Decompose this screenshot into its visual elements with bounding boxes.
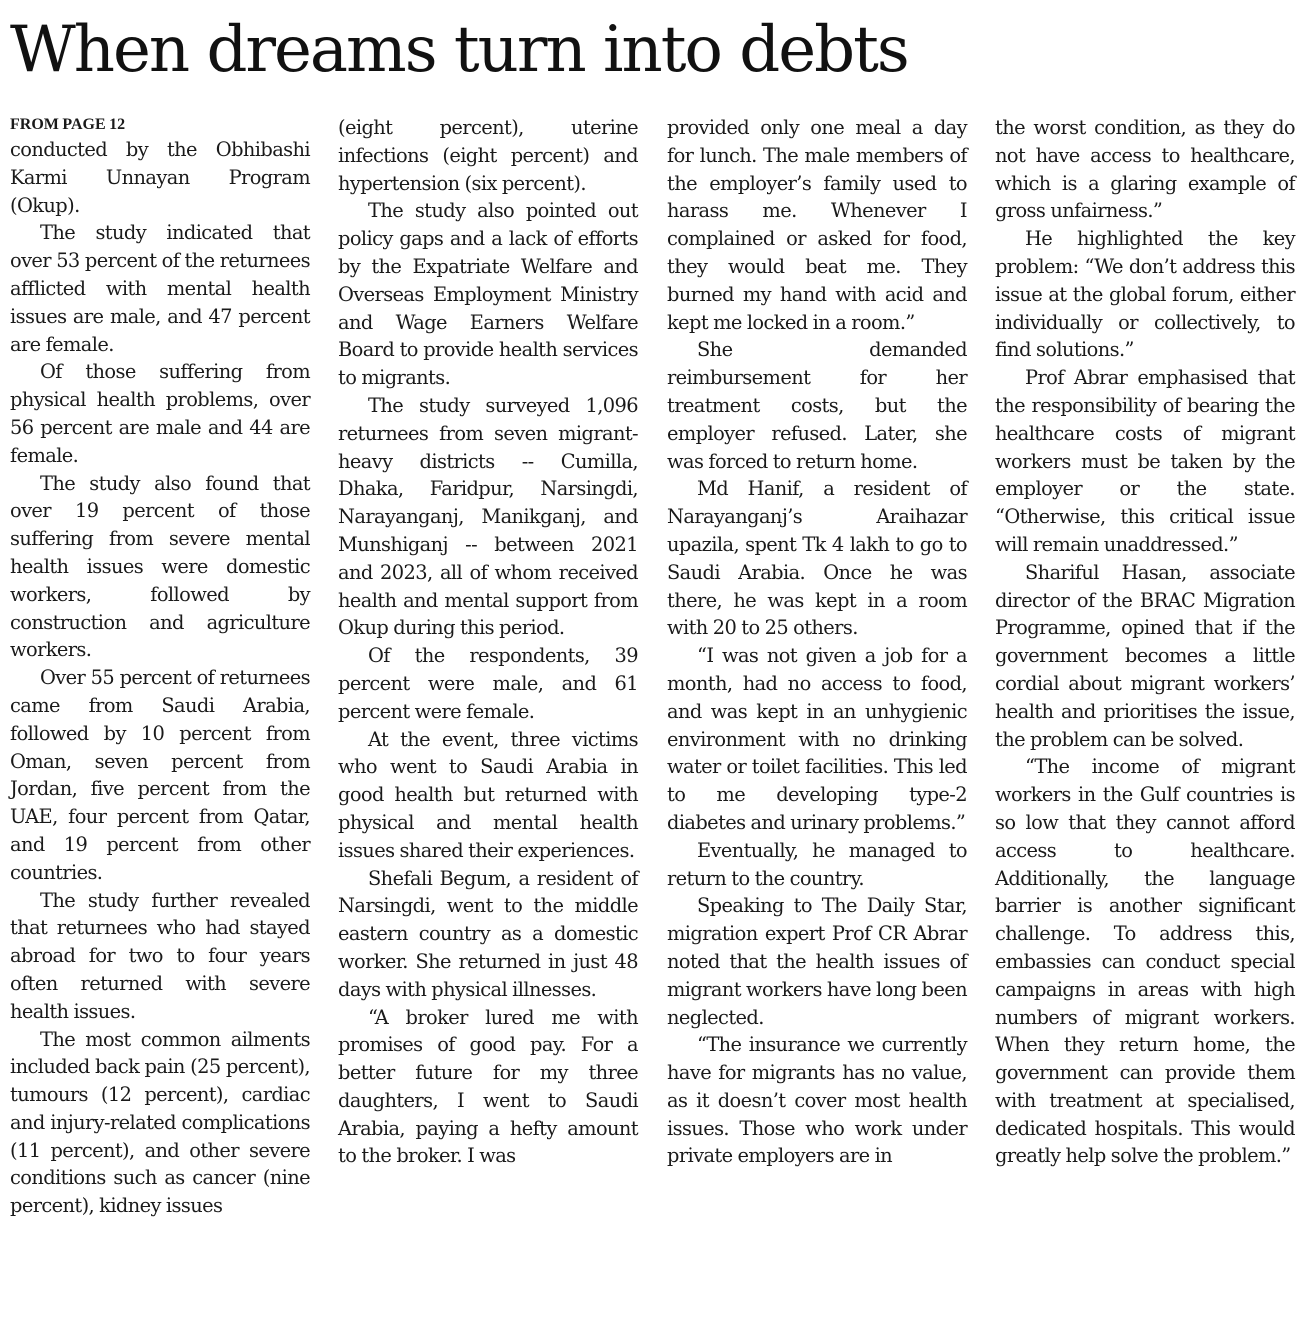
paragraph: Eventually, he managed to return to the country.	[667, 838, 967, 890]
paragraph: The study further revealed that returnees who had stayed abroad for two to four years often returned with severe health issues.	[10, 888, 310, 1023]
paragraph: Speaking to The Daily Star, migration expert Prof CR Abrar noted that the health issues of migrant workers have long been neglected.	[667, 894, 967, 1029]
paragraph: The study surveyed 1,096 returnees from seven migrant-heavy districts -- Cumilla, Dhaka, Faridpur, Narsingdi, Narayanganj, Manikganj, and Munshiganj -- between 2021 and 2023, all of whom received health and mental support from Okup during this period.	[338, 393, 638, 640]
paragraph: provided only one meal a day for lunch. The male members of the employer’s family used to harass me. Whenever I complained or asked for food, they would beat me. They burned my hand with acid and kept me locked in a room.”	[667, 116, 967, 334]
paragraph: The most common ailments included back pain (25 percent), tumours (12 percent), cardiac and injury-related complications (11 percent), and other severe conditions such as cancer (nine percent), kidney issues	[10, 1027, 310, 1218]
article-column-4	[995, 114, 1295, 1170]
paragraph: Over 55 percent of returnees came from Saudi Arabia, followed by 10 percent from Oman, seven percent from Jordan, five percent from the UAE, four percent from Qatar, and 19 percent from other countries.	[10, 666, 310, 884]
article-column-2	[338, 114, 638, 1170]
paragraph: (eight percent), uterine infections (eight percent) and hypertension (six percent).	[338, 116, 638, 195]
paragraph: “The income of migrant workers in the Gulf countries is so low that they cannot afford access to healthcare. Additionally, the language barrier is another significant challenge. To address this, embassies can conduct special campaigns in areas with high numbers of migrant workers. When they return home, the government can provide them with treatment at specialised, dedicated hospitals. This would greatly help solve the problem.”	[995, 755, 1295, 1168]
article-column-3	[667, 114, 967, 1170]
paragraph: Md Hanif, a resident of Narayanganj’s Araihazar upazila, spent Tk 4 lakh to go to Saudi Arabia. Once he was there, he was kept in a room with 20 to 25 others.	[667, 477, 967, 640]
paragraph: Shefali Begum, a resident of Narsingdi, went to the middle eastern country as a domestic worker. She returned in just 48 days with physical illnesses.	[338, 866, 638, 1001]
paragraph: The study also found that over 19 percent of those suffering from severe mental health issues were domestic workers, followed by construction and agriculture workers.	[10, 471, 310, 662]
paragraph: Prof Abrar emphasised that the responsibility of bearing the healthcare costs of migrant workers must be taken by the employer or the state. “Otherwise, this critical issue will remain unaddressed.”	[995, 366, 1295, 556]
paragraph: Shariful Hasan, associate director of the BRAC Migration Programme, opined that if the government becomes a little cordial about migrant workers’ health and prioritises the issue, the problem can be solved.	[995, 560, 1295, 751]
paragraph: conducted by the Obhibashi Karmi Unnayan Program (Okup).	[10, 138, 310, 217]
paragraph: “The insurance we currently have for migrants has no value, as it doesn’t cover most health issues. Those who work under private employers are in	[667, 1033, 967, 1168]
paragraph: The study also pointed out policy gaps and a lack of efforts by the Expatriate Welfare and Overseas Employment Ministry and Wage Earners Welfare Board to provide health services to migrants.	[338, 199, 638, 390]
paragraph: “I was not given a job for a month, had no access to food, and was kept in an unhygienic environment with no drinking water or toilet facilities. This led to me developing type-2 diabetes and urinary problems.”	[667, 644, 967, 834]
paragraph: “A broker lured me with promises of good pay. For a better future for my three daughters, I went to Saudi Arabia, paying a hefty amount to the broker. I was	[338, 1005, 638, 1168]
paragraph: At the event, three victims who went to Saudi Arabia in good health but returned with physical and mental health issues shared their experiences.	[338, 727, 638, 862]
paragraph: the worst condition, as they do not have access to healthcare, which is a glaring example of gross unfairness.”	[995, 116, 1295, 223]
continued-from-kicker: FROM PAGE 12	[10, 116, 126, 133]
paragraph: The study indicated that over 53 percent of the returnees afflicted with mental health issues are male, and 47 percent are female.	[10, 221, 310, 356]
paragraph: Of the respondents, 39 percent were male, and 61 percent were female.	[338, 644, 638, 723]
paragraph: She demanded reimbursement for her treatment costs, but the employer refused. Later, she was forced to return home.	[667, 338, 967, 473]
headline: When dreams turn into debts	[10, 13, 908, 87]
paragraph: Of those suffering from physical health problems, over 56 percent are male and 44 are female.	[10, 360, 310, 467]
article-column-1	[10, 114, 310, 1220]
paragraph: He highlighted the key problem: “We don’t address this issue at the global forum, either individually or collectively, to find solutions.”	[995, 227, 1295, 362]
